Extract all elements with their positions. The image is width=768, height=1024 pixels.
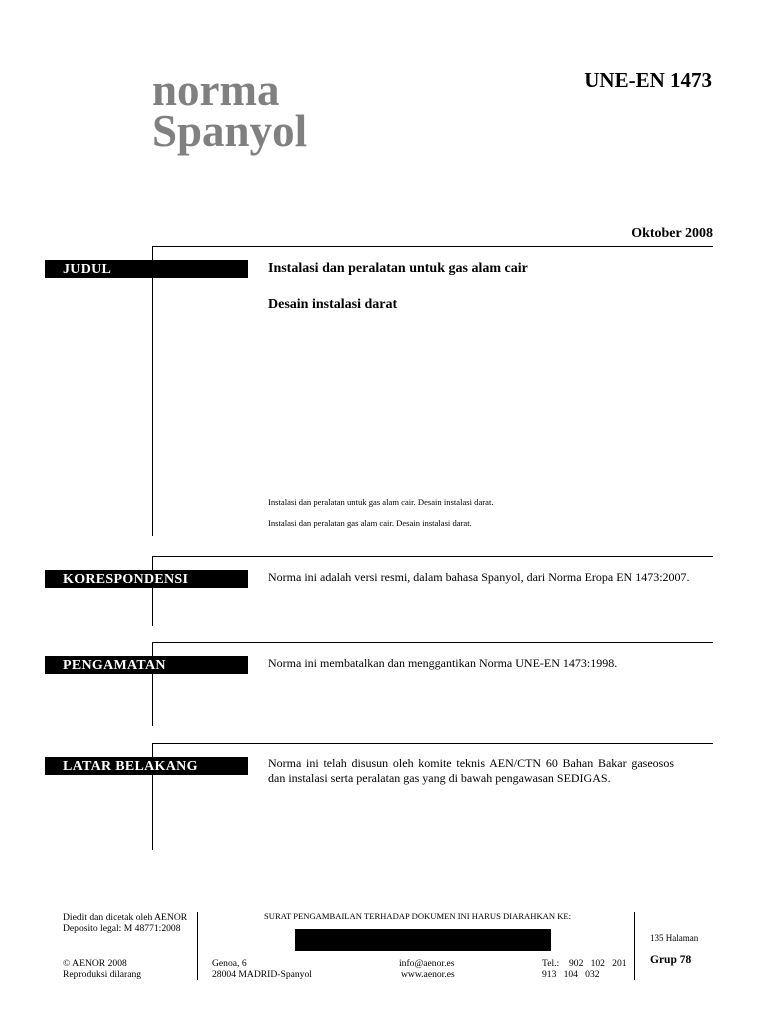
section-vertical-rule <box>152 556 153 626</box>
pengamatan-text: Norma ini membatalkan dan menggantikan Norma UNE-EN 1473:1998. <box>268 656 618 670</box>
label-latar-belakang: LATAR BELAKANG <box>45 757 248 775</box>
footer-copyright: © AENOR 2008 <box>63 958 127 969</box>
footer-notice: SURAT PENGAMBAILAN TERHADAP DOKUMEN INI HARUS DIARAHKAN KE: <box>264 911 572 921</box>
footer-fax: 913 104 032 <box>542 969 600 980</box>
label-korespondensi: KORESPONDENSI <box>45 570 248 588</box>
publication-date: Oktober 2008 <box>631 226 713 241</box>
section-divider <box>152 556 713 557</box>
footer-deposit: Deposito legal: M 48771:2008 <box>63 923 181 934</box>
footer-website[interactable]: www.aenor.es <box>401 969 455 980</box>
footer-address-city: 28004 MADRID-Spanyol <box>212 969 312 980</box>
korespondensi-text: Norma ini adalah versi resmi, dalam bahasa Spanyol, dari Norma Eropa EN 1473:2007. <box>268 570 690 584</box>
footer-email[interactable]: info@aenor.es <box>399 958 455 969</box>
doc-type-line1: norma <box>152 65 280 115</box>
section-vertical-rule <box>152 246 153 536</box>
title-alt-2: Instalasi dan peralatan gas alam cair. Desain instalasi darat. <box>268 518 472 528</box>
footer-tel: 902 102 201 <box>569 958 627 969</box>
footer-tel-label: Tel.: <box>542 958 560 969</box>
standard-number: UNE-EN 1473 <box>584 68 712 92</box>
title-sub: Desain instalasi darat <box>268 297 398 312</box>
footer-divider <box>634 912 635 980</box>
title-main: Instalasi dan peralatan untuk gas alam cair <box>268 261 528 276</box>
footer-address-street: Genoa, 6 <box>212 958 247 969</box>
footer-page-count: 135 Halaman <box>650 933 699 943</box>
footer-printed-by: Diedit dan dicetak oleh AENOR <box>63 912 188 923</box>
footer-reproduction: Reproduksi dilarang <box>63 969 142 980</box>
footer-group: Grup 78 <box>650 954 692 966</box>
redaction-bar <box>295 929 551 951</box>
title-alt-1: Instalasi dan peralatan untuk gas alam cair. Desain instalasi darat. <box>268 497 494 507</box>
latar-belakang-text: Norma ini telah disusun oleh komite teknis AEN/CTN 60 Bahan Bakar gaseosos dan instalasi serta peralatan gas yang di bawah pengawasan SEDIGAS. <box>268 756 674 785</box>
section-divider <box>152 743 713 744</box>
section-divider <box>152 246 713 247</box>
footer-divider <box>197 912 198 980</box>
label-judul: JUDUL <box>45 260 248 278</box>
section-divider <box>152 642 713 643</box>
doc-type-line2: Spanyol <box>152 106 308 156</box>
label-pengamatan: PENGAMATAN <box>45 656 248 674</box>
section-vertical-rule <box>152 642 153 726</box>
